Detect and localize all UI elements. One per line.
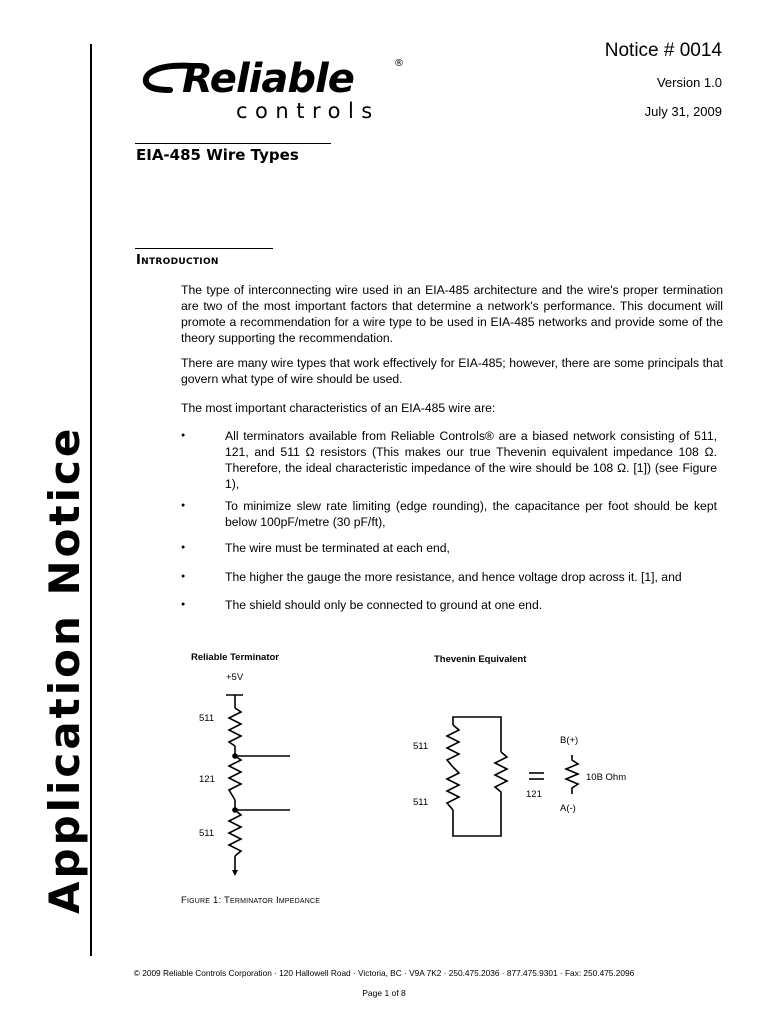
bullet-icon: ● (181, 544, 186, 551)
thevenin-label-right: 121 (526, 789, 542, 800)
intro-paragraph: The type of interconnecting wire used in an EIA-485 architecture and the wire's proper termination are two of the most important factors that determine a network's performance. This document will promote a recommendation for a wire type to be used in EIA-485 networks and provide some of the theory supporting the recommendation. (181, 283, 723, 345)
logo-subword: controls (236, 99, 380, 122)
list-item-text: The higher the gauge the more resistance, and hence voltage drop across it. [1], and (225, 570, 682, 584)
notice-number: Notice # 0014 (604, 40, 722, 61)
side-title: Application Notice (40, 425, 89, 914)
characteristics-lead: The most important characteristics of an EIA-485 wire are: (181, 401, 496, 415)
thevenin-label-bottom: 511 (413, 797, 429, 808)
resistor-label-bottom: 511 (199, 828, 215, 839)
supply-label: +5V (226, 672, 244, 683)
thevenin-schematic (447, 717, 578, 836)
bullet-icon: ● (181, 502, 186, 509)
bullet-icon: ● (181, 573, 186, 580)
a-minus-label: A(-) (560, 803, 576, 814)
terminator-schematic (226, 695, 290, 872)
document-title: EIA-485 Wire Types (136, 146, 299, 164)
equivalent-value-label: 10B Ohm (586, 772, 627, 783)
date: July 31, 2009 (644, 104, 722, 119)
list-item-text: The shield should only be connected to ground at one end. (225, 598, 543, 612)
section-rule (135, 248, 273, 249)
bullet-icon: ● (181, 601, 186, 608)
resistor-label-mid: 121 (199, 774, 215, 785)
bullet-icon: ● (181, 432, 186, 439)
logo-word: Reliable (182, 56, 354, 102)
list-item-text: All terminators available from Reliable Controls® are a biased network consisting of 511, 121, and 511 Ω resistors (This makes our true Thevenin equivalent impedance 108 Ω. Therefore, the ideal characteristic impedance of the wire should be 108 Ω. [1]) (see Figure 1), (225, 429, 717, 491)
b-plus-label: B(+) (560, 735, 579, 746)
list-item-text: To minimize slew rate limiting (edge rounding), the capacitance per foot should be kept below 100pF/metre (30 pF/ft), (225, 499, 717, 529)
figure-caption: Figure 1: Terminator Impedance (181, 895, 321, 906)
list-item-text: The wire must be terminated at each end, (225, 541, 450, 555)
terminator-figure (170, 640, 670, 920)
version: Version 1.0 (656, 75, 722, 90)
page-number: Page 1 of 8 (362, 988, 406, 998)
thevenin-title: Thevenin Equivalent (434, 654, 527, 665)
section-heading: Introduction (136, 253, 219, 268)
footer-contact: © 2009 Reliable Controls Corporation · 120 Hallowell Road · Victoria, BC · V9A 7K2 · 250.475.2036 · 877.475.9301 · Fax: 250.475.2096 (133, 968, 635, 978)
principles-paragraph: There are many wire types that work effectively for EIA-485; however, there are some principals that govern what type of wire should be used. (181, 356, 723, 386)
terminator-title: Reliable Terminator (191, 652, 279, 663)
company-logo (140, 52, 440, 122)
title-rule (135, 143, 331, 144)
resistor-label-top: 511 (199, 713, 215, 724)
thevenin-label-top: 511 (413, 741, 429, 752)
registered-mark: ® (394, 58, 404, 69)
